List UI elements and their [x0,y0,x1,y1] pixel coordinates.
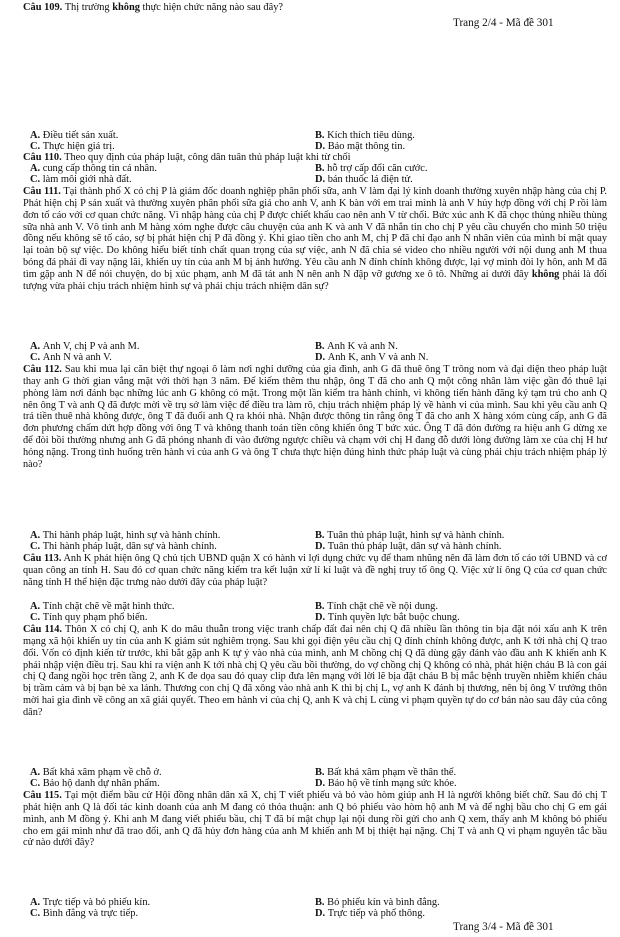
option-label: Bỏ phiếu kín và bình đẳng. [327,897,440,908]
option-d[interactable]: D. Tuân thủ pháp luật, dân sự và hành chính. [315,541,502,552]
option-label: Tính quyền lực bắt buộc chung. [327,612,460,623]
page-label-bottom: Trang 3/4 - Mã đề 301 [453,921,554,933]
option-label: Tuân thủ pháp luật, hình sự và hành chính. [327,530,505,541]
option-d[interactable]: D. Trực tiếp và phổ thông. [315,908,426,919]
question-number: Câu 115. [23,790,62,801]
option-label: Bất khả xâm phạm về chỗ ở. [42,767,162,778]
option-label: Bảo mật thông tin. [327,141,406,152]
question-114 [23,624,607,719]
question-text-end: phải là đối tượng vừa phải chịu trách nhiệm hình sự và phải chịu trách nhiệm dân sự? [23,268,607,292]
option-label: Tính quy phạm phổ biến. [42,612,148,623]
option-label: bán thuốc lá điện tử. [327,174,413,185]
question-111 [23,186,607,293]
option-a[interactable]: A. Điều tiết sản xuất. [30,130,119,141]
option-a[interactable]: A. Trực tiếp và bỏ phiếu kín. [30,897,151,908]
option-c[interactable]: C. làm môi giới nhà đất. [30,174,132,185]
option-label: Điều tiết sản xuất. [42,130,119,141]
question-text: Sau khi mua lại căn biệt thự ngoại ô làm nơi nghỉ dưỡng của gia đình, anh G đã thuê ông T trông nom và đại diện theo pháp luật thay anh G thời gian vắng mặt với thời hạn 3 năm. Để kiếm thêm thu nhập, ông T đã cho anh Q một công nhân làm việc gần đó thuê lại phòng làm nơi đánh bạc những lúc anh G không có mặt. Trong một lần kiểm tra hành chính, vì không tiến hành đăng ký tạm trú cho anh Q nên ông T và anh Q đã được mời về trụ sở làm việc để điều tra làm rõ, chịu trách nhiệm pháp lý về hành vi của mình. Sau khi yêu cầu anh Q trả tiền thuê nhà không được, ông T đã đuổi anh Q ra khỏi nhà. Nhận được thông tin rằng ông T đã cho anh X hàng xóm cùng cấp, anh G đã đơn phương chấm dứt hợp đồng với ông T và không thanh toán tiền công khiến ông T bức xúc. Ông T đã đón đường ra hiệu anh G dừng xe để đòi bồi thường nhưng anh G đã phóng nhanh đi vào đường ngược chiều và chạm với chị H đang đỗ dưới lòng đường làm xe của chị H hư hỏng nặng. Trong tình huống trên hành vi của anh G và ông T chưa thực hiện đúng hình thức pháp luật và cùng phải chịu trách nhiệm pháp lý nào? [23,364,608,470]
option-b[interactable]: B. Tính chặt chẽ về nội dung. [315,601,438,612]
option-d[interactable]: D. Bảo hộ về tính mạng sức khỏe. [315,778,457,789]
question-number: Câu 110. [23,152,62,163]
question-112 [23,364,607,471]
option-label: Kích thích tiêu dùng. [327,130,415,141]
option-a[interactable]: A. cung cấp thông tin cá nhân. [30,163,157,174]
question-number: Câu 109. [23,2,63,13]
option-label: Trực tiếp và bỏ phiếu kín. [42,897,151,908]
question-stem: Theo quy định của pháp luật, công dân tuân thủ pháp luật khi từ chối [64,152,351,163]
option-c[interactable]: C. Bảo hộ danh dự nhân phẩm. [30,778,160,789]
option-label: Bất khả xâm phạm về thân thể. [327,767,457,778]
question-number: Câu 113. [23,553,62,564]
question-number: Câu 111. [23,186,61,197]
option-label: Thi hành pháp luật, hình sự và hành chính. [42,530,221,541]
option-label: Anh K, anh V và anh N. [327,352,429,363]
option-d[interactable]: D. bán thuốc lá điện tử. [315,174,413,185]
question-stem-end: thực hiện chức năng nào sau đây? [139,2,284,13]
question-emphasis: không [112,2,140,13]
option-c[interactable]: C. Tính quy phạm phổ biến. [30,612,148,623]
option-c[interactable]: C. Thực hiện giá trị. [30,141,115,152]
option-label: Bình đẳng và trực tiếp. [42,908,139,919]
question-text: Tại một điểm bầu cử Hội đồng nhân dân xã X, chị T viết phiếu và bỏ vào hòm giúp anh H là người không biết chữ. Sau đó chị T phát hiện anh Q là đối tác kinh doanh của anh M đang có thỏa thuận: anh Q bỏ phiếu vào hòm hộ anh M và để nghị bầu cho chị G em gái mình, anh M đồng ý. Khi anh M đang viết phiếu bầu, chị T đã bí mật chụp lại nội dung rồi gửi cho anh Q xem, thấy anh M không bỏ phiếu cho em gái mình như đã trao đổi, anh Q đã hủy đơn hàng của anh M khiến anh M bị thiệt hại nặng. Chị T và anh Q vi phạm nguyên tắc bầu cử nào dưới đây? [23,790,608,849]
option-b[interactable]: B. Kích thích tiêu dùng. [315,130,415,141]
option-b[interactable]: B. Anh K và anh N. [315,341,398,352]
option-label: Anh K và anh N. [327,341,398,352]
question-stem: Thị trường [64,2,113,13]
option-label: Bảo hộ về tính mạng sức khỏe. [327,778,457,789]
question-text: Tại thành phố X có chị P là giám đốc doanh nghiệp phân phối sữa, anh V làm đại lý kinh doanh thường xuyên nhập hàng của chị P. Phát hiện chị P sản xuất và thường xuyên phân phối sữa giả cho anh V, anh K bàn với em trai mình là anh V hủy hợp đồng với chị P rồi làm đơn tố cáo với cơ quan chức năng. Vì nhập hàng của chị P được chiết khấu cao nên anh V từ chối. Bức xúc anh K đã chọc thủng nhiều thùng sữa nhà anh V. Vô tình anh M hàng xóm nghe được câu chuyện của anh K và anh V đã nhắn tin cho chị P yêu cầu chuyển cho mình 50 triệu đồng nếu không sẽ tố cáo, sợ bị phát hiện chị P đã đồng ý. Khi giao tiền cho anh M, chị P đã chỉ đạo anh N nhân viên của mình bí mật quay lại toàn bộ sự việc. Do không hiểu biết tính chất quan trọng của sự việc, anh N đã chia sẻ video cho nhiều người với nội dung anh M thua bóng đá phải đi vay nặng lãi, khiến uy tín của anh M bị ảnh hưởng. Yêu cầu anh N đính chính không được, lại vợ mình đòi ly hôn, anh M đã tìm gặp anh N để nói chuyện, do bị xúc phạm, anh M đã tát anh N nên anh N đập vỡ gương xe ô tô. Những ai dưới đây [23,186,607,280]
question-number: Câu 112. [23,364,62,375]
option-label: làm môi giới nhà đất. [42,174,132,185]
option-label: Bảo hộ danh dự nhân phẩm. [42,778,160,789]
option-a[interactable]: A. Thi hành pháp luật, hình sự và hành chính. [30,530,221,541]
option-d[interactable]: D. Tính quyền lực bắt buộc chung. [315,612,460,623]
option-label: Anh N và anh V. [42,352,112,363]
option-c[interactable]: C. Thi hành pháp luật, dân sự và hành chính. [30,541,217,552]
question-113 [23,553,607,589]
option-a[interactable]: A. Anh V, chị P và anh M. [30,341,140,352]
option-b[interactable]: B. hỗ trợ cấp đổi căn cước. [315,163,428,174]
question-number: Câu 114. [23,624,62,635]
question-text: Anh K phát hiện ông Q chủ tịch UBND quận X có hành vi lợi dụng chức vụ để tham nhũng nên đã làm đơn tố cáo tới UBND và cơ quan công an tỉnh H. Sau đó cơ quan chức năng kiểm tra kết luận xử lí kỉ luật và đề nghị truy tố ông Q. Việc xử lí ông Q của cơ quan chức năng tỉnh H thể hiện đặc trưng nào dưới đây của pháp luật? [23,553,607,588]
option-label: Anh V, chị P và anh M. [42,341,140,352]
option-b[interactable]: B. Bỏ phiếu kín và bình đẳng. [315,897,440,908]
option-label: Thi hành pháp luật, dân sự và hành chính. [42,541,217,552]
question-115 [23,790,607,849]
option-label: Tính chặt chẽ về mặt hình thức. [42,601,175,612]
question-109 [23,2,607,14]
option-label: hỗ trợ cấp đổi căn cước. [327,163,428,174]
option-label: Trực tiếp và phổ thông. [327,908,426,919]
question-text: Thôn X có chị Q, anh K do mâu thuẫn trong việc tranh chấp đất đai nên chị Q đã nhiều lần thông tin bịa đặt nói xấu anh K trên mạng xã hội khiến uy tín của anh K giảm sút nghiêm trọng. Sau khi gọi điện yêu cầu chị Q đính chính không được, anh K tới nhà chị Q trao đổi. Vốn có định kiến từ trước, khi bắt gặp anh K tự ý vào nhà của mình, anh M chồng chị Q đã dùng gậy đánh vào đầu anh K khiến anh K phải nhập viện điều trị. Sau khi ra viện anh K tới nhà chị Q yêu cầu bồi thường, do vợ chồng chị Q không có nhà, phát hiện cháu B là con gái chị Q đang ngồi học trên tầng 2, anh K đe dọa sau đó quay clip đưa lên mạng với lời lẽ bịa đặt cháu B bị mắc bệnh truyền nhiễm khiến cháu bị trầm cảm và bị bạn bè xa lánh. Thương con chị Q đã xông vào nhà anh K thì bị chị L, vợ anh K đánh bị thương, nên bị ông V trưởng thôn mời hai gia đình về công an xã giải quyết. Theo em hành vi của chị Q, anh K và chị L cùng vi phạm quyền tự do cơ bản nào sau đây của công dân? [23,624,607,718]
option-label: cung cấp thông tin cá nhân. [42,163,157,174]
option-a[interactable]: A. Bất khả xâm phạm về chỗ ở. [30,767,162,778]
option-b[interactable]: B. Bất khả xâm phạm về thân thể. [315,767,457,778]
option-c[interactable]: C. Anh N và anh V. [30,352,112,363]
option-label: Tính chặt chẽ về nội dung. [327,601,438,612]
option-label: Thực hiện giá trị. [42,141,115,152]
option-label: Tuân thủ pháp luật, dân sự và hành chính. [327,541,502,552]
page-label-top: Trang 2/4 - Mã đề 301 [453,17,554,29]
question-emphasis: không [531,268,560,280]
option-b[interactable]: B. Tuân thủ pháp luật, hình sự và hành chính. [315,530,505,541]
option-c[interactable]: C. Bình đẳng và trực tiếp. [30,908,139,919]
option-d[interactable]: D. Anh K, anh V và anh N. [315,352,429,363]
option-d[interactable]: D. Bảo mật thông tin. [315,141,406,152]
option-a[interactable]: A. Tính chặt chẽ về mặt hình thức. [30,601,175,612]
